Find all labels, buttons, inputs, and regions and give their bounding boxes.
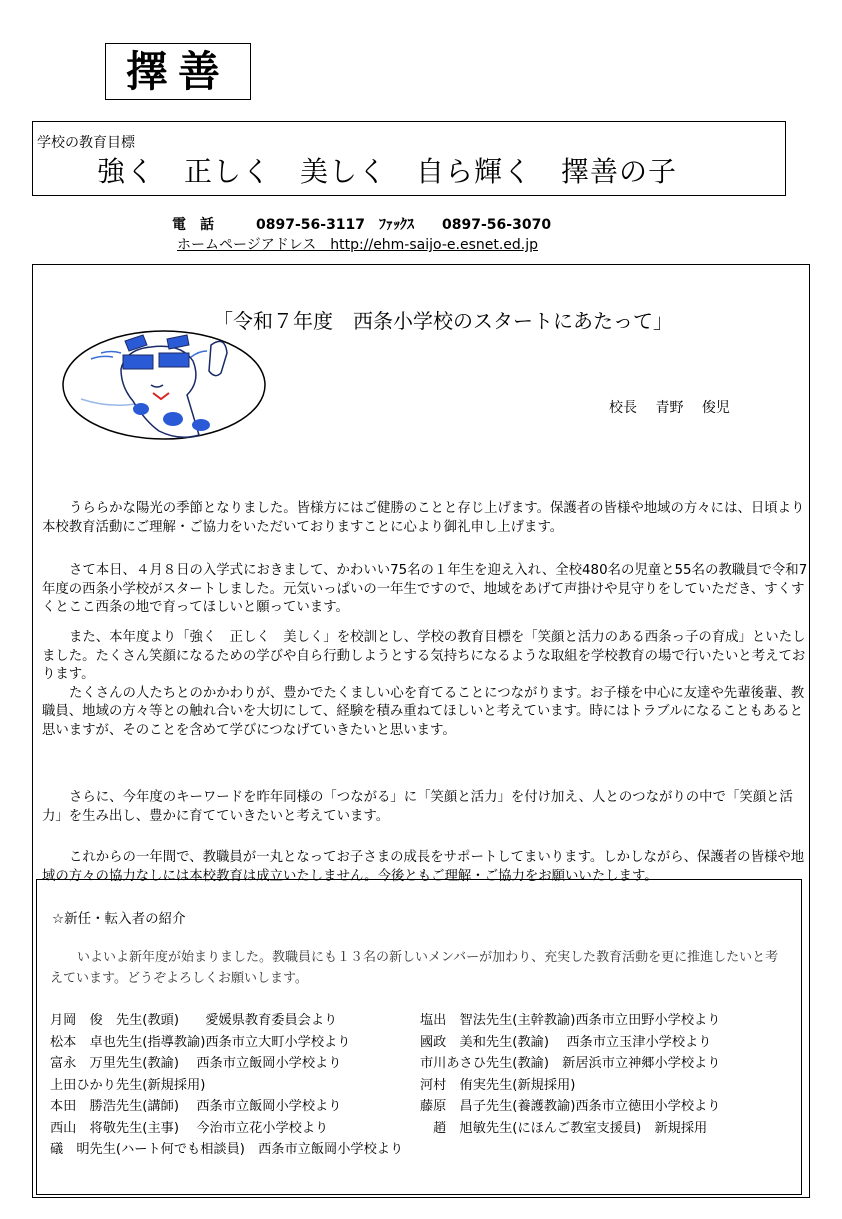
article-paragraph-group [42,629,812,740]
article-paragraph: うららかな陽光の季節となりました。皆様方にはご健勝のことと存じ上げます。保護者の皆様や地域の方々には、日頃より本校教育活動にご理解・ご協力をいただいておりますことに心より御礼申し上げます。 [42,501,805,535]
staff-row: 松本 卓也先生(指導教諭)西条市立大町小学校より 國政 美和先生(教諭) 西条市立玉津小学校より [50,1034,712,1050]
staff-intro-heading: ☆新任・転入者の紹介 [52,911,186,927]
staff-row: 西山 将敬先生(主事) 今治市立花小学校より 趙 旭敏先生(にほんご教室支援員) 新規採用 [50,1120,708,1136]
staff-row: 本田 勝浩先生(講師) 西条市立飯岡小学校より 藤原 昌子先生(養護教諭)西条市立徳田小学校より [50,1099,721,1114]
staff-row: 月岡 俊 先生(教頭) 愛媛県教育委員会より 塩出 智法先生(主幹教諭)西条市立田野小学校より [50,1013,721,1028]
homepage-link[interactable]: ホームページアドレス http://ehm-saijo-e.esnet.ed.jp [177,237,539,253]
school-goal-text: 強く 正しく 美しく 自ら輝く 擇善の子 [97,155,678,188]
contact-phone-fax: 電 話 0897-56-3117 ﾌｧｯｸｽ 0897-56-3070 [172,217,552,233]
article-box [32,264,810,1198]
staff-row: 富永 万里先生(教諭) 西条市立飯岡小学校より 市川あさひ先生(教諭) 新居浜市立神郷小学校より [50,1056,721,1071]
newsletter-title-box [105,43,251,100]
school-goal-box [32,121,786,196]
article-paragraph: たくさんの人たちとのかかわりが、豊かでたくましい心を育てることにつながります。お子様を中心に友達や先輩後輩、教職員、地域の方々等との触れ合いを大切にして、経験を積み重ねてほしいと考えています。時にはトラブルになることもあると思いますが、そのことを含めて学びにつなげていきたいと思います。 [42,685,805,738]
newsletter-title: 擇善 [125,46,230,96]
school-goal-label: 学校の教育目標 [37,135,135,151]
article-paragraph: また、本年度より「強く 正しく 美しく」を校訓とし、学校の教育目標を「笑顔と活力のある西条っ子の育成」といたしました。たくさん笑顔になるための学びや自ら行動しようとする気持ちになるような取組を学校教育の場で行いたいと考えております。 [42,630,806,682]
staff-row: 礒 明先生(ハート何でも相談員) 西条市立飯岡小学校より [50,1142,404,1157]
staff-intro-box [36,879,802,1195]
article-author: 校長 青野 俊児 [609,400,730,416]
article-paragraph: これからの一年間で、教職員が一丸となってお子さまの成長をサポートしてまいります。しかしながら、保護者の皆様や地域の方々の協力なしには本校教育は成立いたしません。今後ともご理解・ご協力をお願いいたします。 [42,850,805,884]
mascot-illustration [61,329,267,441]
staff-row: 上田ひかり先生(新規採用) 河村 侑実先生(新規採用) [50,1077,576,1093]
staff-list [50,1009,800,1160]
article-paragraph: さて本日、４月８日の入学式におきまして、かわいい75名の１年生を迎え入れ、全校480名の児童と55名の教職員で令和7年度の西条小学校がスタートしました。元気いっぱいの一年生ですので、地域をあげて声掛けや見守りをしていただき、すくすくとここ西条の地で育ってほしいと願っています。 [42,563,808,616]
staff-intro-text: いよいよ新年度が始まりました。教職員にも１３名の新しいメンバーが加わり、充実した教育活動を更に推進したいと考えています。どうぞよろしくお願いします。 [50,950,779,986]
article-title: 「令和７年度 西条小学校のスタートにあたって」 [213,309,673,333]
article-paragraph: さらに、今年度のキーワードを昨年同様の「つながる」に「笑顔と活力」を付け加え、人とのつながりの中で「笑顔と活力」を生み出し、豊かに育てていきたいと考えています。 [42,790,793,824]
